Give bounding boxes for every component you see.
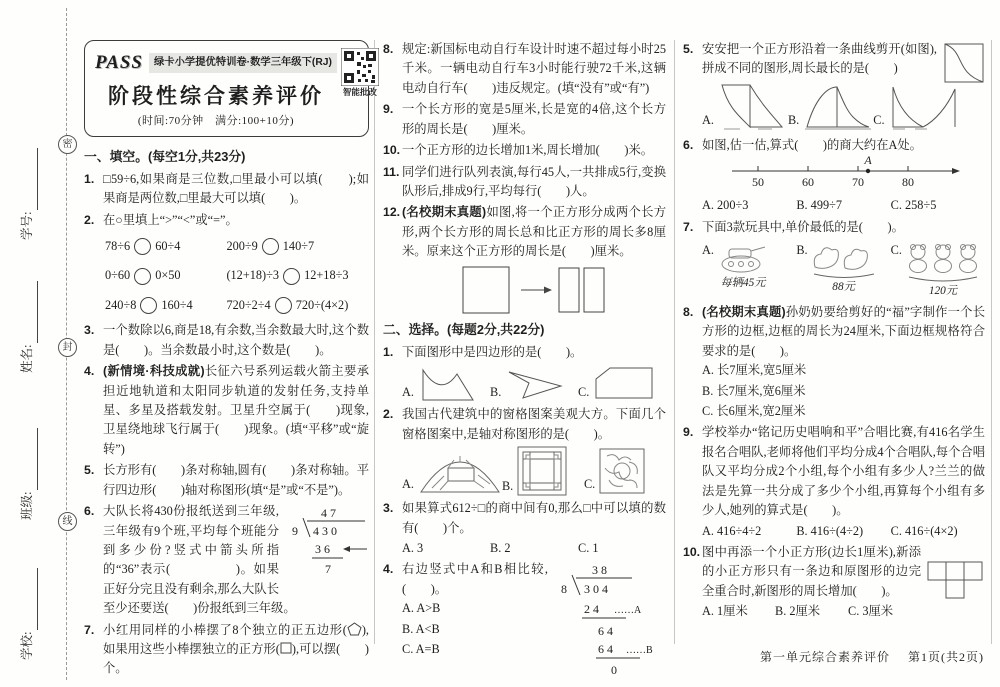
option-b: B. 499÷7 xyxy=(796,198,843,213)
option-c: C. A=B xyxy=(402,642,440,657)
svg-text:2 4: 2 4 xyxy=(584,602,599,617)
blank-line xyxy=(25,281,38,343)
answer-circle xyxy=(134,268,151,285)
option-a: A. 长7厘米,宽5厘米 xyxy=(702,363,807,378)
option-b: B. 2 xyxy=(490,540,511,555)
blank-line xyxy=(25,428,38,490)
qr-block xyxy=(341,48,379,131)
question-number: 2. xyxy=(383,407,394,422)
price-caption: 每辆45元 xyxy=(720,277,766,290)
expression: 240÷8 xyxy=(105,297,137,312)
question-text: 下面3款玩具中,单价最低的是( )。 xyxy=(702,219,904,234)
svg-text:4 3 0: 4 3 0 xyxy=(313,524,337,539)
svg-text:3 8: 3 8 xyxy=(592,563,607,578)
question-tag: (新情境·科技成就) xyxy=(103,364,205,379)
qr-caption: 智能批改 xyxy=(342,87,377,97)
qr-code-icon xyxy=(341,48,379,86)
expression: 0×50 xyxy=(155,268,181,283)
window-lattice-figure xyxy=(517,446,567,496)
option-a xyxy=(702,241,796,301)
svg-text:60: 60 xyxy=(801,175,814,190)
series-banner: 绿卡小学提优特训卷·数学三年级下(RJ) xyxy=(149,53,337,73)
compare-pair xyxy=(105,296,226,315)
question-text: 安安把一个正方形沿着一条曲线剪开(如图),拼成不同的图形,周长最长的是( ) xyxy=(702,42,937,76)
student-id-label: 学号: xyxy=(20,211,35,240)
column-divider xyxy=(674,40,675,644)
expression: 78÷6 xyxy=(105,239,131,254)
expression: (12+18)÷3 xyxy=(226,268,280,283)
question-text: 如图,将一个正方形分成两个长方形,两个长方形的周长总和比正方形的周长多8厘米。原来这个正方形的周长是( )厘米。 xyxy=(402,205,666,259)
question-number: 2. xyxy=(84,212,95,227)
question-number: 12. xyxy=(383,205,401,220)
school-field xyxy=(22,530,38,660)
question-text: 我国古代建筑中的窗格图案美观大方。下面几个窗格图案中,是轴对称图形的是( )。 xyxy=(402,407,666,441)
question-text: 图中再添一个小正方形(边长1厘米),新添的小正方形只有一条边和原图形的边完全重合时,新图形的周长增加( )。 xyxy=(702,545,921,598)
footer-unit-title: 第一单元综合素养评价 xyxy=(759,650,890,665)
option-c: C. 416÷(4×2) xyxy=(890,523,958,538)
shape-c-figure xyxy=(889,83,959,131)
option-c xyxy=(891,241,985,301)
option-a: A. 416÷4÷2 xyxy=(702,523,762,538)
page-title: 阶段性综合素养评价 xyxy=(107,84,324,109)
question-text: 同学们进行队列表演,每行45人,一共排成5行,变换队形后,排成9行,平均每行( )人。 xyxy=(402,164,666,198)
question-text: 孙奶奶要给剪好的“福”字制作一个长方形的边框,边框的周长为24厘米,下面边框规格符合要求的是( )。 xyxy=(702,304,985,358)
expression: 160÷4 xyxy=(161,297,193,312)
question-text: 大队长将430份报纸送到三年级,三年级有9个班,平均每个班能分到多少份?竖式中箭头所指的“36”表示( )。如果正好分完且没有剩余,那么大队长至少还要送( )份报纸到三年级。 xyxy=(103,504,296,616)
pentagon-icon xyxy=(347,622,362,636)
compare-pair xyxy=(105,237,226,256)
answer-circle xyxy=(262,238,279,255)
fill-q12 xyxy=(383,203,666,317)
arrow-left-icon xyxy=(343,546,350,552)
cut-square-figure xyxy=(943,42,985,84)
long-division-figure xyxy=(554,562,666,678)
fill-q7 xyxy=(84,621,369,679)
question-number: 6. xyxy=(683,137,694,152)
class-label: 班级: xyxy=(20,491,35,520)
option-b: B. 长7厘米,宽6厘米 xyxy=(702,383,806,398)
question-number: 8. xyxy=(683,304,694,319)
question-number: 5. xyxy=(683,42,694,56)
page-footer xyxy=(746,648,984,667)
option-a: A. 1厘米 xyxy=(702,604,748,619)
toy-bears-figure xyxy=(905,241,981,283)
question-number: 4. xyxy=(84,364,95,379)
student-name-label: 姓名: xyxy=(20,344,35,373)
question-number: 1. xyxy=(383,344,394,359)
option-letter: B. xyxy=(787,113,800,128)
option-b xyxy=(796,241,890,301)
question-text: 长征六号系列运载火箭主要承担近地轨道和太阳同步轨道的发射任务,支持单星、多星及搭载发射。卫星升空属于( )现象,卫星绕地球飞行属于( )现象。(填“平移”或“旋转”) xyxy=(103,364,369,456)
question-number: 9. xyxy=(383,102,394,117)
expression: 12+18÷3 xyxy=(304,268,349,283)
expression: 140÷7 xyxy=(282,239,315,254)
answer-circle xyxy=(283,268,300,285)
svg-text:4 7: 4 7 xyxy=(321,506,336,521)
option-letter: A. xyxy=(402,476,414,491)
option-c: C. 3厘米 xyxy=(848,604,894,619)
price-caption: 88元 xyxy=(832,281,855,294)
option-letter: C. xyxy=(578,384,590,399)
question-text: 如果算式612÷□的商中间有0,那么□中可以填的数有( )个。 xyxy=(402,501,666,535)
option-b xyxy=(788,83,873,131)
svg-text:80: 80 xyxy=(901,175,914,190)
underbrace-icon xyxy=(909,277,977,281)
column-2 xyxy=(383,40,666,682)
option-b: B. A<B xyxy=(402,621,440,636)
pass-logo: PASS xyxy=(95,52,144,73)
option-letter: A. xyxy=(402,384,414,399)
choice-q1 xyxy=(383,343,666,402)
option-letter: A. xyxy=(702,243,714,258)
shape-c-figure xyxy=(593,364,655,402)
compare-pair xyxy=(226,266,369,285)
choice-q5 xyxy=(683,40,985,134)
comparison-grid xyxy=(105,237,369,315)
svg-text:50: 50 xyxy=(751,175,764,190)
point-a-marker xyxy=(865,169,869,173)
question-text: 一个长方形的宽是5厘米,长是宽的4倍,这个长方形的周长是( )厘米。 xyxy=(402,102,666,136)
footer-page-number: 第1页(共2页) xyxy=(908,650,984,665)
compare-pair xyxy=(226,237,369,256)
question-number: 3. xyxy=(84,323,95,338)
svg-text:3 0 4: 3 0 4 xyxy=(584,582,608,597)
expression: 720÷2÷4 xyxy=(226,297,271,312)
question-number: 5. xyxy=(84,463,95,478)
question-tag: (名校期末真题) xyxy=(702,304,786,319)
underbrace-icon xyxy=(814,274,874,278)
option-c xyxy=(584,448,666,494)
option-a xyxy=(402,364,490,402)
fill-q10 xyxy=(383,141,666,160)
question-text: ),可以摆( )个。 xyxy=(103,642,370,676)
choice-q3 xyxy=(383,499,666,558)
choice-q6 xyxy=(683,136,985,216)
price-caption: 120元 xyxy=(928,285,958,298)
question-text: □59÷6,如果商是三位数,□里最小可以填( );如果商是两位数,□里最大可以填( )。 xyxy=(103,171,369,206)
fill-q3 xyxy=(84,321,369,360)
expression: 200÷9 xyxy=(226,239,258,254)
svg-text:……A: ……A xyxy=(614,605,642,617)
student-id-field xyxy=(22,110,38,240)
question-text: 规定:新国标电动自行车设计时速不超过每小时25千米。一辆电动自行车3小时能行驶72千米,这辆电动自行车( )违反规定。(填“没有”或“有”) xyxy=(402,42,666,95)
choice-q2 xyxy=(383,405,666,496)
answer-circle xyxy=(140,297,157,314)
fan-lattice-figure xyxy=(418,448,502,494)
question-text: 一个正方形的边长增加1米,周长增加( )米。 xyxy=(402,143,654,158)
long-division-figure xyxy=(285,504,369,578)
choice-q10 xyxy=(683,543,985,624)
arrow-right-icon xyxy=(952,168,960,174)
svg-text:7: 7 xyxy=(325,562,331,577)
shape-a-figure xyxy=(718,83,788,131)
question-number: 7. xyxy=(84,622,95,637)
svg-text:70: 70 xyxy=(851,175,864,190)
question-text: 右边竖式中A和B相比较,( )。 xyxy=(402,562,548,596)
question-number: 9. xyxy=(683,425,694,440)
option-b: B. 416÷(4÷2) xyxy=(796,523,864,538)
column-3 xyxy=(683,40,985,626)
shape-b-figure xyxy=(803,83,873,131)
svg-text:……B: ……B xyxy=(626,645,653,657)
question-number: 11. xyxy=(383,164,400,179)
question-number: 6. xyxy=(84,504,95,519)
compare-pair xyxy=(105,266,226,285)
square-icon xyxy=(280,642,292,654)
section-fill-title: 一、填空。(每空1分,共23分) xyxy=(84,148,246,164)
section-choice-title: 二、选择。(每题2分,共22分) xyxy=(383,321,545,337)
question-number: 3. xyxy=(383,501,394,516)
option-b: B. 2厘米 xyxy=(775,604,821,619)
school-label: 学校: xyxy=(20,631,35,660)
arrow-right-icon xyxy=(544,286,552,293)
fill-q11 xyxy=(383,163,666,202)
question-text: 长方形有( )条对称轴,圆有( )条对称轴。平行四边形( )轴对称图形(填“是”或“不是”)。 xyxy=(103,463,369,497)
blank-line xyxy=(25,568,38,630)
compare-pair xyxy=(226,296,369,315)
fill-q2 xyxy=(84,211,369,316)
exam-meta: (时间:70分钟 满分:100+10分) xyxy=(137,115,295,128)
class-field xyxy=(22,390,38,520)
option-c: C. 1 xyxy=(578,540,599,555)
svg-text:8: 8 xyxy=(561,582,567,597)
toy-dinosaurs-figure xyxy=(811,241,877,279)
fill-q6 xyxy=(84,502,369,619)
expression: 0÷60 xyxy=(105,268,131,283)
question-number: 7. xyxy=(683,219,694,234)
fill-q4 xyxy=(84,362,369,459)
svg-text:9: 9 xyxy=(292,524,298,539)
maze-pattern-figure xyxy=(599,448,645,494)
seal-char-feng: 封 xyxy=(58,338,77,357)
choice-q9 xyxy=(683,423,985,541)
option-a: A. A>B xyxy=(402,601,441,616)
question-text: 学校举办“铭记历史唱响和平”合唱比赛,有416名学生报名合唱队,老师将他们平均分成4个合唱队,每个合唱队又平均分成2个小组,每个小组有多少人?兰兰的做法是先算一共分成了多少个小组,再算每个小组有多少人,她列的算式是( )。 xyxy=(702,425,985,518)
number-line-figure xyxy=(726,155,962,195)
seal-char-mi: 密 xyxy=(58,135,77,154)
choice-q4 xyxy=(383,560,666,680)
option-a xyxy=(402,448,502,494)
shape-a-figure xyxy=(418,364,478,402)
svg-text:6 4: 6 4 xyxy=(598,642,613,657)
question-number: 10. xyxy=(383,143,401,158)
svg-text:3 6: 3 6 xyxy=(315,542,330,557)
answer-circle xyxy=(134,238,151,255)
choice-q7 xyxy=(683,218,985,301)
column-divider xyxy=(374,40,375,644)
question-text: 一个数除以6,商是18,有余数,当余数最大时,这个数是( )。当余数最小时,这个数是( )。 xyxy=(103,323,369,357)
fill-q5 xyxy=(84,461,369,500)
expression: 720÷(4×2) xyxy=(295,297,349,312)
squares-figure xyxy=(927,561,985,601)
option-letter: A. xyxy=(702,113,714,128)
question-number: 1. xyxy=(84,171,95,186)
fill-q9 xyxy=(383,100,666,139)
student-name-field xyxy=(22,243,38,373)
paper-header xyxy=(84,40,377,137)
expression: 60÷4 xyxy=(155,239,181,254)
question-text: 如图,估一估,算式( )的商大约在A处。 xyxy=(702,137,922,152)
seal-char-xian: 线 xyxy=(58,512,77,531)
choice-q8 xyxy=(683,303,985,422)
square-split-figure xyxy=(458,262,610,318)
option-a: A. 200÷3 xyxy=(702,198,749,213)
answer-circle xyxy=(275,297,292,314)
option-c: C. 258÷5 xyxy=(890,198,937,213)
shape-b-figure xyxy=(505,364,565,402)
option-a: A. 3 xyxy=(402,540,424,555)
fill-q1 xyxy=(84,170,369,209)
fill-q8 xyxy=(383,40,666,98)
option-letter: C. xyxy=(583,476,596,491)
question-number: 8. xyxy=(383,42,394,56)
question-text: 下面图形中是四边形的是( )。 xyxy=(402,344,583,359)
svg-text:6 4: 6 4 xyxy=(598,624,613,639)
toy-tank-figure xyxy=(717,241,769,275)
page-right-rule xyxy=(991,40,992,644)
svg-text:0: 0 xyxy=(611,663,617,678)
question-text: 小红用同样的小棒摆了8个独立的正五边形( xyxy=(103,622,347,637)
option-letter: C. xyxy=(873,113,885,128)
option-letter: B. xyxy=(501,478,514,493)
option-letter: B. xyxy=(490,384,502,399)
option-letter: B. xyxy=(796,243,808,258)
option-c xyxy=(578,364,666,402)
option-c: C. 长6厘米,宽2厘米 xyxy=(702,404,806,419)
option-c xyxy=(873,83,958,131)
header-left xyxy=(95,48,337,131)
question-tag: (名校期末真题) xyxy=(402,205,487,220)
question-number: 4. xyxy=(383,562,394,577)
option-b xyxy=(490,364,578,402)
question-text: 在○里填上“>”“<”或“=”。 xyxy=(103,212,238,227)
blank-line xyxy=(25,148,38,210)
svg-text:A: A xyxy=(863,155,872,168)
option-b xyxy=(502,446,584,496)
option-a xyxy=(702,83,788,131)
question-text: ),如果用这些小棒摆独立的正方形( xyxy=(103,622,369,657)
option-letter: C. xyxy=(890,243,902,258)
question-number: 10. xyxy=(683,545,701,560)
column-1 xyxy=(84,40,377,681)
